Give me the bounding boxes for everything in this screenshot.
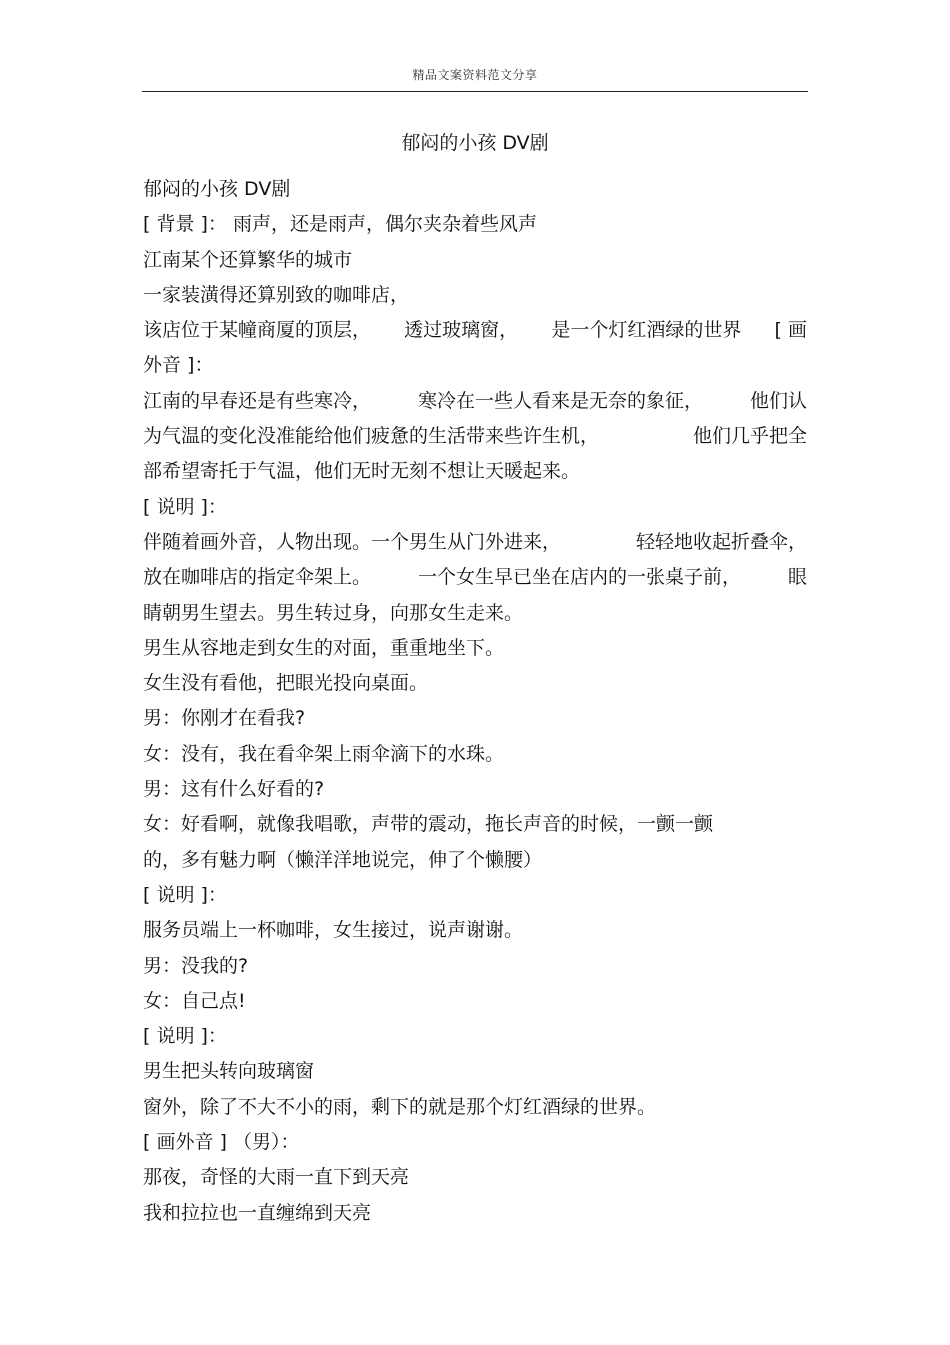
document-body — [143, 172, 807, 1231]
text-line: 男：这有什么好看的? — [143, 778, 325, 801]
text-segment: 放在咖啡店的指定伞架上。 — [143, 566, 372, 589]
page-header: 精品文案资料范文分享 — [412, 68, 538, 82]
document-title: 郁闷的小孩 DV剧 — [401, 132, 549, 154]
text-line: 服务员端上一杯咖啡，女生接过，说声谢谢。 — [143, 919, 524, 942]
text-line: 外音 ]： — [143, 354, 214, 377]
text-line: 一家装潢得还算别致的咖啡店， — [143, 283, 410, 306]
text-segment: 是一个灯红酒绿的世界 — [551, 319, 742, 342]
text-line: [ 画外音 ] （男）： — [143, 1131, 300, 1154]
text-line: 男：你刚才在看我? — [143, 707, 306, 730]
text-segment: 伴随着画外音，人物出现。一个男生从门外进来， — [143, 530, 562, 553]
text-segment: 江南的早春还是有些寒冷， — [143, 389, 372, 412]
text-line: [ 说明 ]： — [143, 883, 227, 906]
text-line: 那夜，奇怪的大雨一直下到天亮 — [143, 1166, 410, 1189]
text-segment: 一个女生早已坐在店内的一张桌子前， — [417, 566, 741, 589]
text-line — [143, 560, 807, 595]
text-line: 的，多有魅力啊（懒洋洋地说完，伸了个懒腰） — [143, 848, 543, 871]
text-line: 窗外，除了不大不小的雨，剩下的就是那个灯红酒绿的世界。 — [143, 1095, 657, 1118]
text-line: 女：好看啊，就像我唱歌，声带的震动，拖长声音的时候，一颤一颤 — [143, 813, 714, 836]
text-segment: 他们认 — [749, 389, 807, 412]
text-line: 郁闷的小孩 DV剧 — [143, 178, 291, 200]
text-line — [143, 384, 807, 419]
text-segment: [ 画 — [774, 319, 807, 342]
text-line: 部希望寄托于气温，他们无时无刻不想让天暖起来。 — [143, 460, 581, 483]
text-line: [ 背景 ]： 雨声，还是雨声，偶尔夹杂着些风声 — [143, 213, 537, 236]
text-line — [143, 525, 807, 560]
text-line: 女：自己点! — [143, 989, 246, 1012]
text-line — [143, 419, 807, 454]
text-line: 男生从容地走到女生的对面，重重地坐下。 — [143, 636, 505, 659]
text-segment: 眼 — [787, 566, 807, 589]
text-line — [143, 313, 807, 348]
text-segment: 该店位于某幢商厦的顶层， — [143, 319, 372, 342]
text-line: [ 说明 ]： — [143, 1025, 227, 1048]
header-rule — [142, 91, 808, 92]
text-line: 女生没有看他，把眼光投向桌面。 — [143, 672, 429, 695]
text-line: 男生把头转向玻璃窗 — [143, 1060, 315, 1083]
text-line: 女：没有，我在看伞架上雨伞滴下的水珠。 — [143, 742, 505, 765]
text-line: [ 说明 ]： — [143, 495, 227, 518]
text-segment: 轻轻地收起折叠伞， — [635, 530, 807, 553]
text-segment: 透过玻璃窗， — [404, 319, 519, 342]
text-line: 我和拉拉也一直缠绵到天亮 — [143, 1201, 372, 1224]
text-line: 睛朝男生望去。男生转过身，向那女生走来。 — [143, 601, 524, 624]
text-segment: 他们几乎把全 — [692, 425, 807, 448]
text-segment: 寒冷在一些人看来是无奈的象征， — [417, 389, 703, 412]
text-line: 江南某个还算繁华的城市 — [143, 248, 353, 271]
text-line: 男：没我的? — [143, 954, 249, 977]
text-segment: 为气温的变化没准能给他们疲惫的生活带来些许生机， — [143, 425, 600, 448]
